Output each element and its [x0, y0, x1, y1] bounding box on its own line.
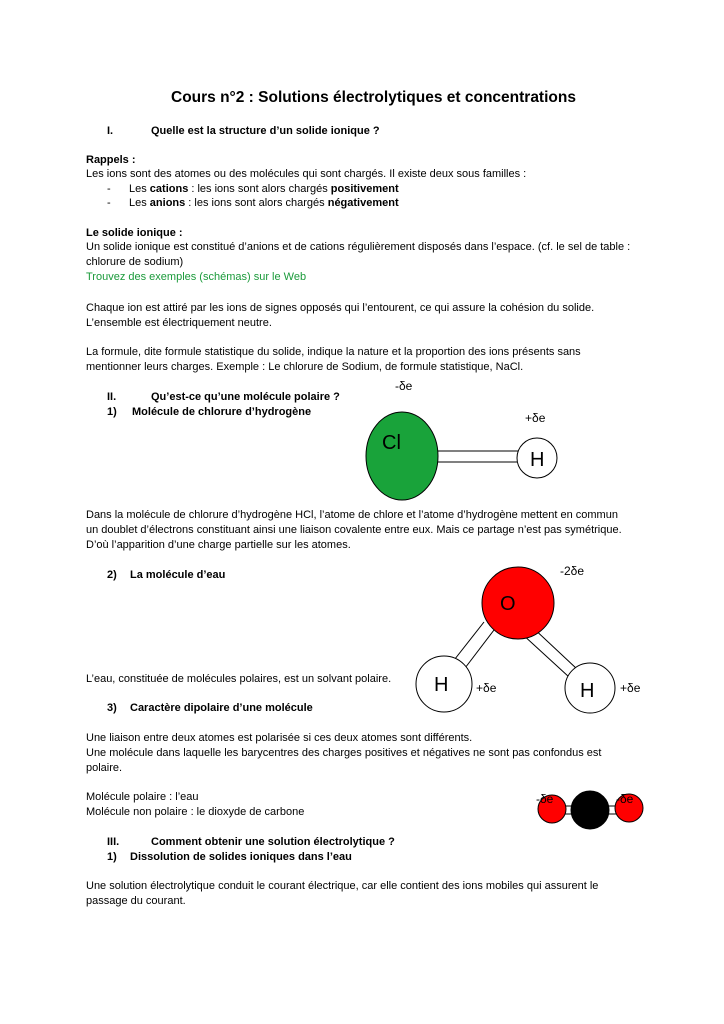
charge-label: +δe [525, 411, 546, 425]
subsection-number: 1) [107, 406, 117, 418]
paragraph-line: La formule, dite formule statistique du solide, indique la nature et la proportion des ions présents sans [86, 346, 581, 358]
paragraph-line: Chaque ion est attiré par les ions de signes opposés qui l’entourent, ce qui assure la cohésion du solide. [86, 302, 595, 314]
carbon-atom [571, 791, 609, 829]
paragraph-line: polaire. [86, 762, 123, 774]
bullet-emphasis: négativement [327, 197, 399, 209]
paragraph-line: Un solide ionique est constitué d’anions et de cations régulièrement disposés dans l’espace. (cf. le sel de table : [86, 241, 631, 253]
bullet-text: Les [129, 197, 150, 209]
section-title: Qu’est-ce qu’une molécule polaire ? [151, 391, 340, 403]
water-bond-line [451, 622, 484, 664]
water-molecule [416, 564, 641, 713]
atom-label: Cl [382, 432, 401, 454]
subsection-title: Caractère dipolaire d’une molécule [130, 702, 313, 714]
section-number: I. [107, 125, 114, 137]
bullet-text: : les ions sont alors chargés [188, 183, 331, 195]
subsection-number: 1) [107, 851, 117, 863]
paragraph-line: Une liaison entre deux atomes est polarisée si ces deux atomes sont différents. [86, 732, 473, 744]
water-bond-line [462, 630, 494, 672]
subsection-title: Molécule de chlorure d’hydrogène [132, 406, 312, 418]
charge-label: -2δe [560, 564, 585, 578]
subsection-number: 3) [107, 702, 117, 714]
atom-label: O [500, 593, 516, 615]
paragraph-line: chlorure de sodium) [86, 256, 184, 268]
charge-label: -δe [616, 792, 634, 806]
subsection-title: Dissolution de solides ioniques dans l’eau [130, 851, 352, 863]
charge-label: +δe [476, 681, 497, 695]
bullet-term: anions [149, 197, 186, 209]
paragraph-line: mentionner leurs charges. Exemple : Le chlorure de Sodium, de formule statistique, NaCl. [86, 361, 524, 373]
bullet-emphasis: positivement [330, 183, 399, 195]
paragraph-line: un doublet d’électrons constituant ainsi une liaison covalente entre eux. Mais ce partage n’est pas symétrique. [86, 524, 622, 536]
charge-label: -δe [395, 379, 413, 393]
rappels-text: Les ions sont des atomes ou des molécules qui sont chargés. Il existe deux sous familles : [86, 168, 527, 180]
paragraph-line: D’où l’apparition d’une charge partielle sur les atomes. [86, 539, 351, 551]
exercise-link-text: Trouvez des exemples (schémas) sur le Web [86, 271, 307, 283]
section-title: Quelle est la structure d’un solide ionique ? [151, 125, 380, 137]
rappels-heading: Rappels : [86, 154, 136, 166]
oxygen-atom [482, 567, 554, 639]
bullet-dash: - [107, 197, 111, 209]
bullet-text: Les [129, 183, 150, 195]
atom-label: H [580, 680, 595, 702]
page-title: Cours n°2 : Solutions électrolytiques et concentrations [171, 89, 576, 106]
bullet-term: cations [149, 183, 189, 195]
paragraph-line: passage du courant. [86, 895, 186, 907]
charge-label: -δe [536, 792, 554, 806]
section-number: II. [107, 391, 117, 403]
hcl-molecule [366, 379, 557, 500]
bullet-dash: - [107, 183, 111, 195]
subsection-number: 2) [107, 569, 117, 581]
solide-heading: Le solide ionique : [86, 227, 183, 239]
atom-label: H [434, 674, 449, 696]
co2-molecule [536, 791, 643, 829]
paragraph-line: Une molécule dans laquelle les barycentres des charges positives et négatives ne sont pas confondus est [86, 747, 602, 759]
charge-label: +δe [620, 681, 641, 695]
paragraph-line: Molécule polaire : l’eau [86, 791, 199, 803]
paragraph-line: Molécule non polaire : le dioxyde de carbone [86, 806, 305, 818]
paragraph-line: L’eau, constituée de molécules polaires, est un solvant polaire. [86, 673, 392, 685]
section-title: Comment obtenir une solution électrolytique ? [151, 836, 395, 848]
subsection-title: La molécule d’eau [130, 569, 226, 581]
paragraph-line: Dans la molécule de chlorure d’hydrogène HCl, l’atome de chlore et l’atome d’hydrogène mettent en commun [86, 509, 618, 521]
atom-label: H [530, 449, 545, 471]
paragraph-line: L’ensemble est électriquement neutre. [86, 317, 272, 329]
paragraph-line: Une solution électrolytique conduit le courant électrique, car elle contient des ions mobiles qui assurent le [86, 880, 599, 892]
section-number: III. [107, 836, 120, 848]
bullet-text: : les ions sont alors chargés [185, 197, 328, 209]
chlorine-atom [366, 412, 438, 500]
